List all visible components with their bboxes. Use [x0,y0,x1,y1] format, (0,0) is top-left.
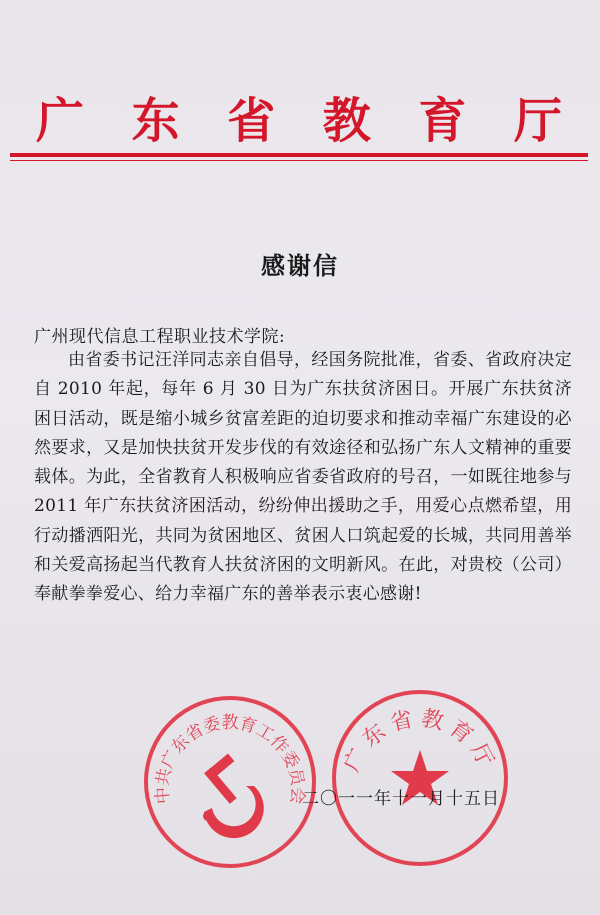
document-title: 感谢信 [261,252,339,280]
letter-date: 二〇一一年十一月十五日 [302,789,500,809]
letterhead-char: 东 [131,93,182,149]
letterhead-char: 教 [322,93,373,149]
letter-body: 由省委书记汪洋同志亲自倡导，经国务院批准，省委、省政府决定自 2010 年起，每年 6 月 30 日为广东扶贫济困日。开展广东扶贫济困日活动，既是缩小城乡贫富差距的迫切要求和推动幸福广东建设的必然要求，又是加快扶贫开发步伐的有效途径和弘扬广东人文精神的重要载体。为此，全省教育人积极响应省委省政府的号召，一如既往地参与 2011 年广东扶贫济困活动，纷纷伸出援助之手，用爱心点燃希望，用行动播洒阳光，共同为贫困地区、贫困人口筑起爱的长城，共同用善举和关爱高扬起当代教育人扶贫济困的文明新风。在此，对贵校（公司）奉献拳拳爱心、给力幸福广东的善举表示衷心感谢! [34,350,572,605]
recipient-line: 广州现代信息工程职业技术学院: [34,327,286,347]
letterhead-rule-thin [10,160,588,161]
party-committee-seal [142,694,318,870]
education-department-seal [330,688,510,868]
letterhead-title [36,82,564,151]
letterhead-char: 省 [227,93,278,149]
letterhead-char: 广 [36,93,87,149]
seal-arc-text: 中共广东省委教育工作委员会 [152,713,308,805]
letterhead-char: 育 [418,93,469,149]
letterhead-char: 厅 [513,93,564,149]
letterhead-rule-thick [10,153,588,157]
seal-arc-text: 广东省教育厅 [339,706,501,777]
